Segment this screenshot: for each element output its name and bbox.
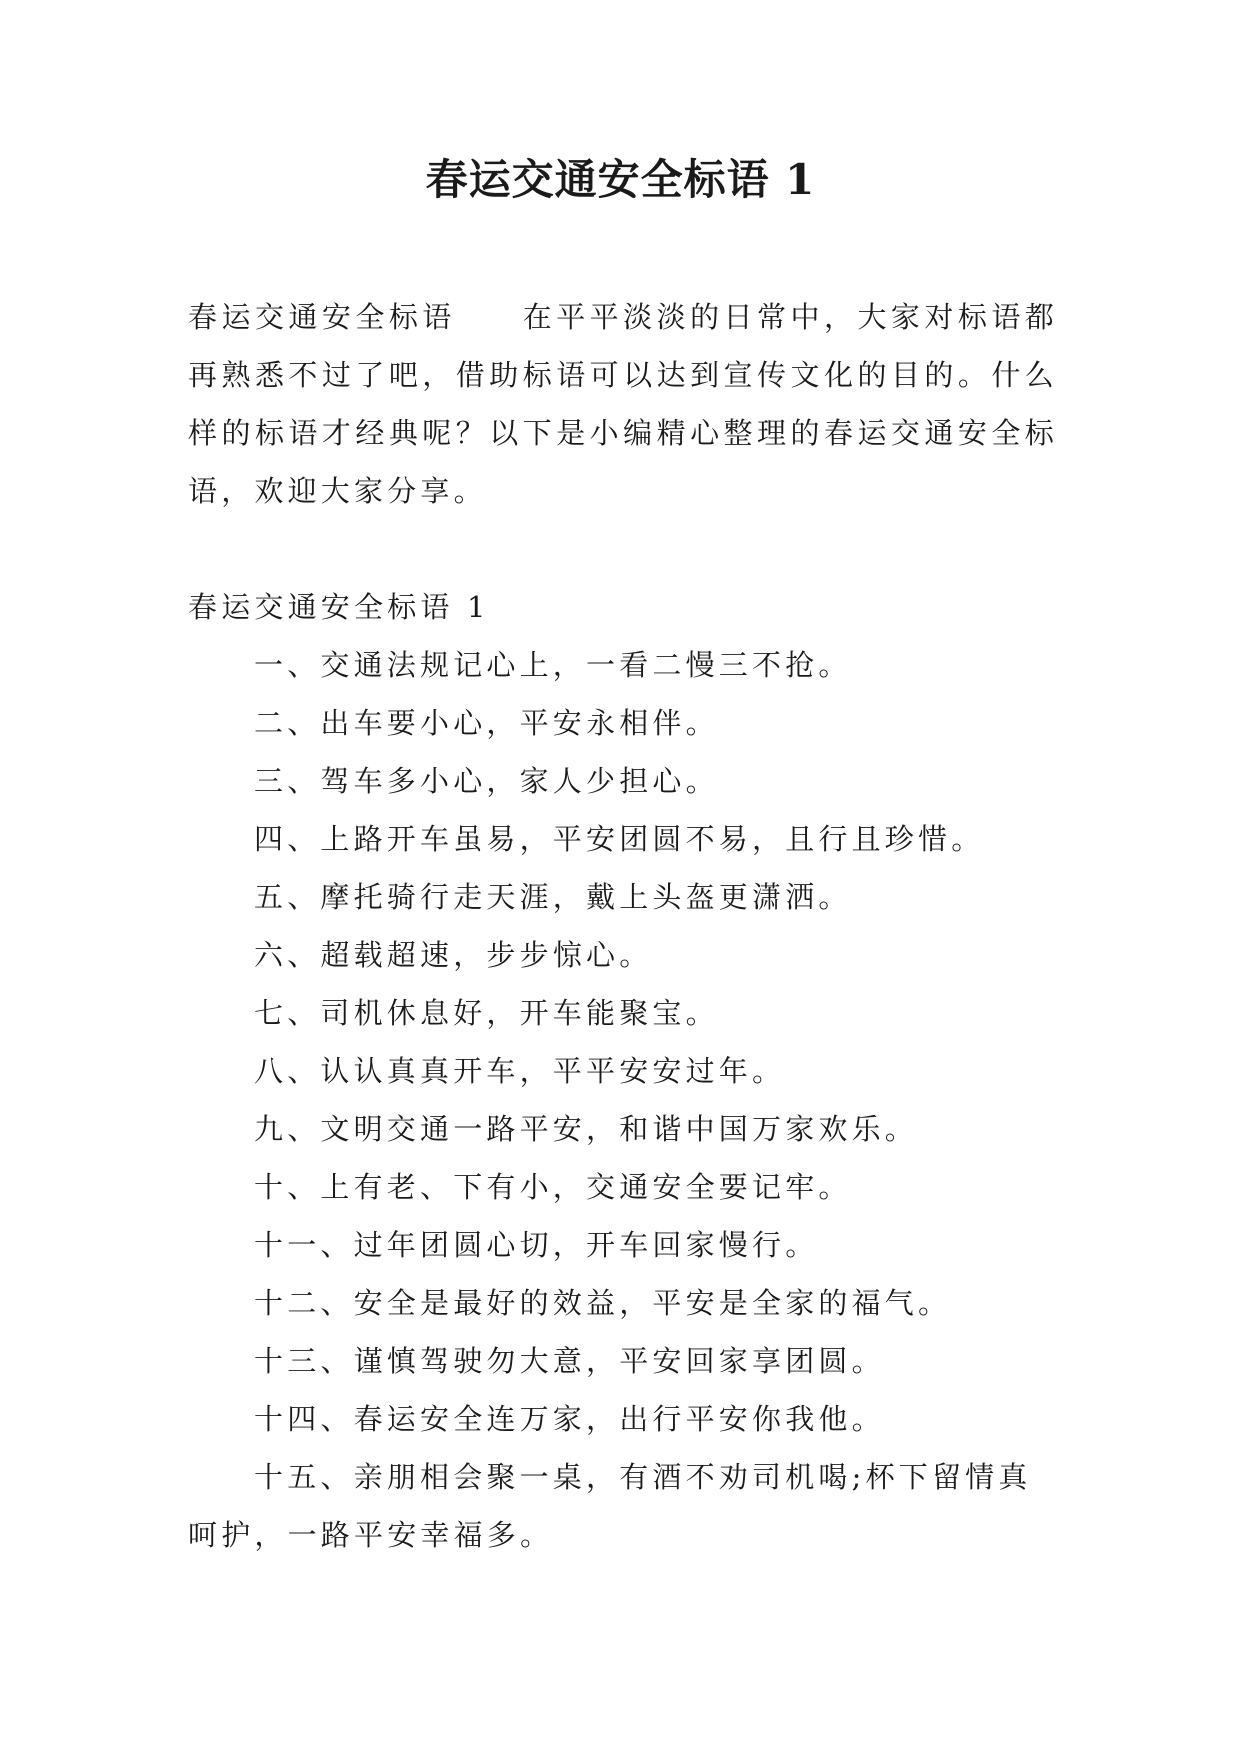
slogan-item-10: 十、上有老、下有小，交通安全要记牢。 <box>254 1170 852 1204</box>
slogan-item-4: 四、上路开车虽易，平安团圆不易，且行且珍惜。 <box>254 822 985 856</box>
intro-paragraph: 春运交通安全标语 在平平淡淡的日常中，大家对标语都再熟悉不过了吧，借助标语可以达到宣传文化的目的。什么样的标语才经典呢？以下是小编精心整理的春运交通安全标语，欢迎大家分享。 <box>188 300 1058 508</box>
slogan-item-1: 一、交通法规记心上，一看二慢三不抢。 <box>254 648 852 682</box>
section-heading: 春运交通安全标语 1 <box>188 590 490 624</box>
slogan-item-9: 九、文明交通一路平安，和谐中国万家欢乐。 <box>254 1112 919 1146</box>
slogan-item-3: 三、驾车多小心，家人少担心。 <box>254 764 719 798</box>
slogan-item-12: 十二、安全是最好的效益，平安是全家的福气。 <box>254 1286 952 1320</box>
slogan-item-7: 七、司机休息好，开车能聚宝。 <box>254 996 719 1030</box>
slogan-item-15: 十五、亲朋相会聚一桌，有酒不劝司机喝;杯下留情真呵护，一路平安幸福多。 <box>188 1460 1032 1552</box>
document-body <box>188 288 1058 1564</box>
slogan-item-6: 六、超载超速，步步惊心。 <box>254 938 653 972</box>
slogan-item-5: 五、摩托骑行走天涯，戴上头盔更潇洒。 <box>254 880 852 914</box>
slogan-item-11: 十一、过年团圆心切，开车回家慢行。 <box>254 1228 819 1262</box>
slogan-item-14: 十四、春运安全连万家，出行平安你我他。 <box>254 1402 885 1436</box>
paragraph-spacer <box>188 520 1058 578</box>
document-title: 春运交通安全标语 1 <box>425 155 816 204</box>
slogan-item-2: 二、出车要小心，平安永相伴。 <box>254 706 719 740</box>
slogan-item-8: 八、认认真真开车，平平安安过年。 <box>254 1054 786 1088</box>
slogan-item-13: 十三、谨慎驾驶勿大意，平安回家享团圆。 <box>254 1344 885 1378</box>
